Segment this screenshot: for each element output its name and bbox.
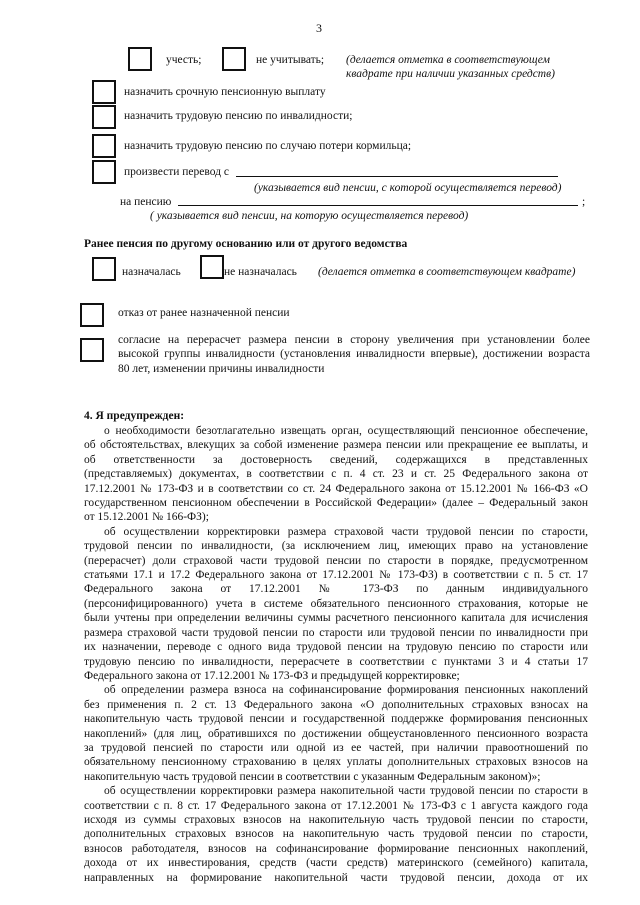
section4-line: обязательному пенсионному страхованию в целях уплаты дополнительных страховых взносов на (84, 756, 588, 769)
section4-line: Федерального закона от 17.12.2001 № 173-ФЗ и предыдущей корректировке; (84, 669, 460, 682)
section4-line: за трудовой пенсией по старости или одной из ее частей, при наличии правоотношений по (84, 741, 588, 754)
to-pension-end: ; (582, 196, 586, 208)
transfer-note: (указывается вид пенсии, с которой осуществляется перевод) (254, 182, 562, 194)
section4-line: дохода от их инвестирования, средств (части средств) материнского (семейного) капитала, (84, 857, 588, 870)
section4-line: об ответственности за достоверность сведений, содержащихся в представленных (84, 453, 588, 466)
top-note-line2: квадрате при наличии указанных средств) (346, 68, 555, 80)
refusal-checkbox[interactable] (80, 303, 104, 327)
consent-line: 80 лет, изменении причины инвалидности (118, 362, 325, 375)
section4-line: об обстоятельствах, влекущих за собой изменение размера пенсии или прекращение ее выплаты, и (84, 439, 588, 452)
section4-line: об осуществлении корректировки размера страховой части трудовой пенсии по старости, (104, 525, 588, 538)
to-pension-label: на пенсию (120, 196, 172, 208)
refusal-label: отказ от ранее назначенной пенсии (118, 307, 290, 319)
earlier-pension-heading: Ранее пенсия по другому основанию или от другого ведомства (84, 238, 408, 250)
transfer-checkbox[interactable] (92, 160, 116, 184)
section4-line: статьями 17.1 и 17.2 Федерального закона от 17.12.2001 № 173-ФЗ) в соответствии с п. 5 ст. 17 (84, 569, 588, 582)
section4-line: об осуществлении корректировки размера накопительной части трудовой пенсии по старости в (104, 785, 588, 798)
section4-line: трудовую пенсию по инвалидности, перерасчете в соответствии с пунктами 3 и 4 статьи 17 (84, 655, 588, 668)
section4-line: о необходимости безотлагательно извещать орган, осуществляющий пенсионное обеспечение, (104, 425, 588, 437)
section4-line: от 15.12.2001 № 166-ФЗ); (84, 511, 209, 524)
top-note-line1: (делается отметка в соответствующем (346, 54, 550, 66)
survivor-pension-checkbox[interactable] (92, 134, 116, 158)
page-number: 3 (316, 21, 322, 35)
transfer-label: произвести перевод с (124, 166, 229, 178)
consent-line: высокой группы инвалидности (установления инвалидности впервые), достижении возраста (118, 348, 590, 361)
section4-line: накопительную часть трудовой пенсии в соответствии с указанным Федеральным законом)»; (84, 770, 541, 783)
section4-line: их назначении, переводе с одного вида трудовой пенсии на трудовую пенсию по старости или (84, 641, 588, 654)
urgent-payment-checkbox[interactable] (92, 80, 116, 104)
not-assigned-label: не назначалась (224, 266, 297, 278)
to-pension-note: ( указывается вид пенсии, на которую осуществляется перевод) (150, 210, 469, 222)
not-account-checkbox[interactable] (222, 47, 246, 71)
section4-line: взносов работодателя, взносов на софинансирование формирование пенсионных накоплений, (84, 842, 588, 855)
account-label: учесть; (166, 54, 202, 66)
consent-line: согласие на перерасчет размера пенсии в сторону увеличения при установлении более (118, 334, 590, 346)
section4-line: Федерального закона от 17.12.2001 № 173-ФЗ по данным индивидуального (84, 583, 588, 596)
urgent-payment-label: назначить срочную пенсионную выплату (124, 86, 326, 98)
not-account-label: не учитывать; (256, 54, 325, 66)
section4-line: трудовой пенсии по инвалидности, (за исключением лиц, имеющих право на установление (84, 540, 588, 553)
disability-pension-label: назначить трудовую пенсию по инвалидности; (124, 110, 353, 122)
section4-heading: 4. Я предупрежден: (84, 410, 185, 422)
section4-line: были учтены при определении величины суммы расчетного пенсионного капитала для исчисления (84, 612, 588, 625)
not-assigned-checkbox[interactable] (200, 255, 224, 279)
section4-line: соответствии с п. 8 ст. 17 Федерального закона от 17.12.2001 № 173-ФЗ с 1 августа каждого года (84, 799, 588, 812)
consent-text (118, 333, 590, 376)
section4-body (84, 424, 588, 885)
section4-line: размера страховой части трудовой пенсии по старости или трудовой пенсии по инвалидности при (84, 626, 588, 639)
consent-checkbox[interactable] (80, 338, 104, 362)
section4-line: об определении размера взноса на софинансирование формирования пенсионных накоплений (104, 684, 588, 697)
section4-line: (персонифицированного) учета в системе обязательного пенсионного страхования, которые не (84, 597, 588, 610)
account-checkbox[interactable] (128, 47, 152, 71)
section4-line: направленных на формирование накопительной части трудовой пенсии, дохода от их (84, 871, 588, 884)
earlier-note: (делается отметка в соответствующем квадрате) (318, 266, 576, 278)
assigned-label: назначалась (122, 266, 181, 278)
section4-line: без применения п. 2 ст. 13 Федерального закона «О дополнительных страховых взносах на (84, 698, 588, 711)
section4-line: дополнительных страховых взносов на накопительную часть трудовой пенсии по старости, (84, 828, 588, 841)
section4-line: накоплений» (для лиц, обратившихся по достижении общеустановленного пенсионного возраста (84, 727, 588, 740)
section4-line: исходя из суммы страховых взносов на накопительную часть трудовой пенсии по старости, (84, 813, 588, 826)
to-pension-field[interactable] (178, 205, 578, 206)
section4-line: (перерасчет) доли страховой части трудовой пенсии по старости в порядке, предусмотренном (84, 554, 588, 567)
disability-pension-checkbox[interactable] (92, 105, 116, 129)
section4-line: 17.12.2001 № 173-ФЗ и в соответствии со ст. 24 Федерального закона от 15.12.2001 № 166-ФЗ «О (84, 482, 588, 495)
section4-line: (представляемых) документах, в соответствии с п. 4 ст. 23 и ст. 25 Федерального закона от (84, 468, 588, 481)
assigned-checkbox[interactable] (92, 257, 116, 281)
survivor-pension-label: назначить трудовую пенсию по случаю потери кормильца; (124, 140, 412, 152)
section4-line: накопительную часть трудовой пенсии и государственной поддержке формирования пенсионных (84, 713, 588, 726)
section4-line: государственном пенсионном обеспечении в Российской Федерации» (далее – Федеральный закон (84, 497, 588, 510)
transfer-from-field[interactable] (236, 176, 558, 177)
